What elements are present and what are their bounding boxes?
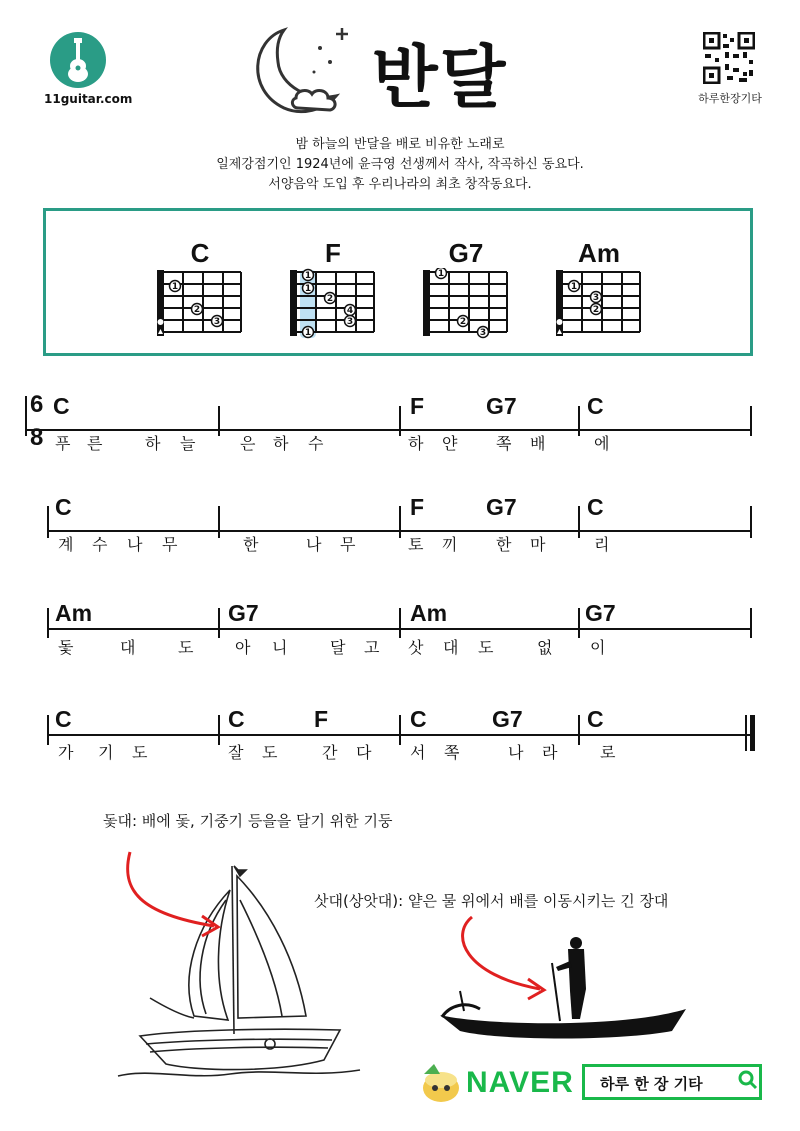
lyric-syllable: 에 [594, 434, 610, 453]
sailboat-illustration-icon [110, 840, 370, 1080]
lyric-syllable: 늘 [180, 434, 196, 453]
chord-symbol: F [410, 494, 425, 520]
lyric-syllable: 니 [272, 638, 288, 657]
chord-label: F [325, 238, 341, 268]
barline [578, 406, 580, 436]
boatman-illustration-icon [420, 905, 700, 1055]
chord-symbol: C [410, 706, 427, 732]
lyric-syllable: 도 [262, 743, 278, 762]
lyric-syllable: 은 [240, 434, 256, 453]
barline [25, 396, 27, 436]
svg-text:3: 3 [346, 317, 354, 327]
chord-label: G7 [448, 238, 484, 268]
lyric-syllable: 나 [508, 743, 524, 762]
lyric-syllable: 대 [443, 638, 459, 657]
barline [578, 715, 580, 745]
guitar-logo-icon [50, 32, 106, 88]
chord-symbol: F [314, 706, 329, 732]
lyric-syllable: 무 [162, 535, 178, 554]
lyric-syllable: 대 [120, 638, 136, 657]
barline [750, 506, 752, 538]
barline [399, 406, 401, 436]
chord-diagram-c [155, 268, 245, 340]
chord-symbol: C [587, 393, 604, 419]
chord-symbol: G7 [486, 393, 517, 419]
lyric-syllable: 서 [410, 743, 426, 762]
lyric-syllable: 수 [92, 535, 108, 554]
lyric-syllable: 푸 [55, 434, 71, 453]
lyric-syllable: 도 [132, 743, 148, 762]
svg-text:1: 1 [304, 284, 312, 294]
chord-symbol: F [410, 393, 425, 419]
lyric-syllable: 없 [537, 638, 553, 657]
chord-symbol: C [55, 706, 72, 732]
time-signature-top: 6 [30, 391, 44, 418]
chord-label: Am [578, 238, 620, 268]
svg-text:3: 3 [592, 293, 600, 303]
barline [399, 506, 401, 538]
barline [218, 608, 220, 638]
svg-text:2: 2 [592, 305, 600, 315]
lyric-syllable: 간 [322, 743, 338, 762]
intro-line: 밤 하늘의 반달을 배로 비유한 노래로 [295, 137, 505, 152]
chord-label: C [190, 238, 210, 268]
lyric-syllable: 돛 [58, 638, 74, 657]
time-signature-bottom: 8 [30, 424, 44, 451]
barline [750, 608, 752, 638]
lyric-syllable: 하 [145, 434, 161, 453]
barline [47, 506, 49, 538]
barline [578, 506, 580, 538]
chord-symbol: C [587, 494, 604, 520]
barline [750, 406, 752, 436]
svg-text:3: 3 [479, 328, 487, 338]
lyric-syllable: 잘 [228, 743, 244, 762]
lyric-syllable: 나 [127, 535, 143, 554]
lyric-syllable: 이 [590, 638, 606, 657]
lyric-syllable: 무 [340, 535, 356, 554]
lyric-syllable: 수 [308, 434, 324, 453]
chord-symbol: Am [55, 600, 93, 626]
svg-text:3: 3 [213, 317, 221, 327]
chord-diagram-am [554, 268, 644, 340]
lyric-syllable: 삿 [408, 638, 424, 657]
chord-diagram-f [288, 268, 378, 340]
barline [578, 608, 580, 638]
lyric-syllable: 끼 [442, 535, 458, 554]
chord-symbol: C [587, 706, 604, 732]
lyric-syllable: 로 [600, 743, 616, 762]
lyric-syllable: 아 [235, 638, 251, 657]
page-title: 반달 [372, 39, 508, 118]
mast-note: 돛대: 배에 돛, 기중기 등을을 달기 위한 기둥 [103, 812, 393, 830]
half-moon-icon [240, 22, 360, 122]
lyric-syllable: 기 [98, 743, 114, 762]
barline [47, 715, 49, 745]
chord-diagram-g7 [421, 268, 511, 340]
naver-search-query: 하루 한 장 기타 [600, 1075, 703, 1093]
lyric-syllable: 한 [243, 535, 259, 554]
barline [47, 608, 49, 638]
svg-text:1: 1 [437, 269, 445, 279]
naver-mascot-icon [418, 1060, 464, 1106]
svg-text:2: 2 [193, 305, 201, 315]
lyric-syllable: 배 [530, 434, 546, 453]
lyric-syllable: 하 [273, 434, 289, 453]
pole-note: 삿대(상앗대): 얕은 물 위에서 배를 이동시키는 긴 장대 [314, 892, 669, 910]
barline [218, 715, 220, 745]
lyric-syllable: 나 [306, 535, 322, 554]
final-barline-thin [745, 715, 747, 751]
lyric-syllable: 고 [364, 638, 380, 657]
lyric-syllable: 토 [408, 535, 424, 554]
lyric-syllable: 하 [408, 434, 424, 453]
chord-symbol: Am [410, 600, 448, 626]
svg-text:1: 1 [304, 271, 312, 281]
svg-text:1: 1 [304, 328, 312, 338]
chord-symbol: C [53, 393, 70, 419]
lyric-syllable: 도 [478, 638, 494, 657]
lyric-syllable: 계 [58, 535, 74, 554]
svg-text:2: 2 [326, 294, 334, 304]
naver-brand: NAVER [466, 1066, 574, 1099]
chord-symbol: G7 [486, 494, 517, 520]
svg-text:2: 2 [459, 317, 467, 327]
final-barline-thick [750, 715, 755, 751]
svg-text:4: 4 [346, 306, 354, 316]
svg-text:1: 1 [171, 282, 179, 292]
lyric-syllable: 쪽 [444, 743, 460, 762]
lyric-syllable: 달 [330, 638, 346, 657]
chord-symbol: C [55, 494, 72, 520]
lyric-syllable: 도 [178, 638, 194, 657]
lyric-syllable: 얀 [442, 434, 458, 453]
qr-code-icon [703, 32, 755, 84]
barline [399, 715, 401, 745]
lyric-syllable: 른 [87, 434, 103, 453]
chord-chart-panel [43, 208, 753, 356]
staff-line [25, 429, 752, 431]
chord-symbol: C [228, 706, 245, 732]
chord-symbol: G7 [492, 706, 523, 732]
barline [399, 608, 401, 638]
lyric-syllable: 가 [58, 743, 74, 762]
intro-line: 일제강점기인 1924년에 윤극영 선생께서 작사, 작곡하신 동요다. [216, 157, 584, 172]
chord-symbol: G7 [228, 600, 259, 626]
lyric-syllable: 라 [542, 743, 558, 762]
search-icon[interactable] [738, 1070, 758, 1092]
lyric-syllable: 리 [594, 535, 610, 554]
site-label: 11guitar.com [44, 92, 133, 106]
qr-label: 하루한장기타 [698, 92, 762, 105]
lyric-syllable: 다 [356, 743, 372, 762]
intro-line: 서양음악 도입 후 우리나라의 최초 창작동요다. [268, 177, 532, 192]
barline [218, 406, 220, 436]
chord-symbol: G7 [585, 600, 616, 626]
svg-text:1: 1 [570, 282, 578, 292]
lyric-syllable: 쪽 [496, 434, 512, 453]
lyric-syllable: 마 [530, 535, 546, 554]
lyric-syllable: 한 [496, 535, 512, 554]
barline [218, 506, 220, 538]
